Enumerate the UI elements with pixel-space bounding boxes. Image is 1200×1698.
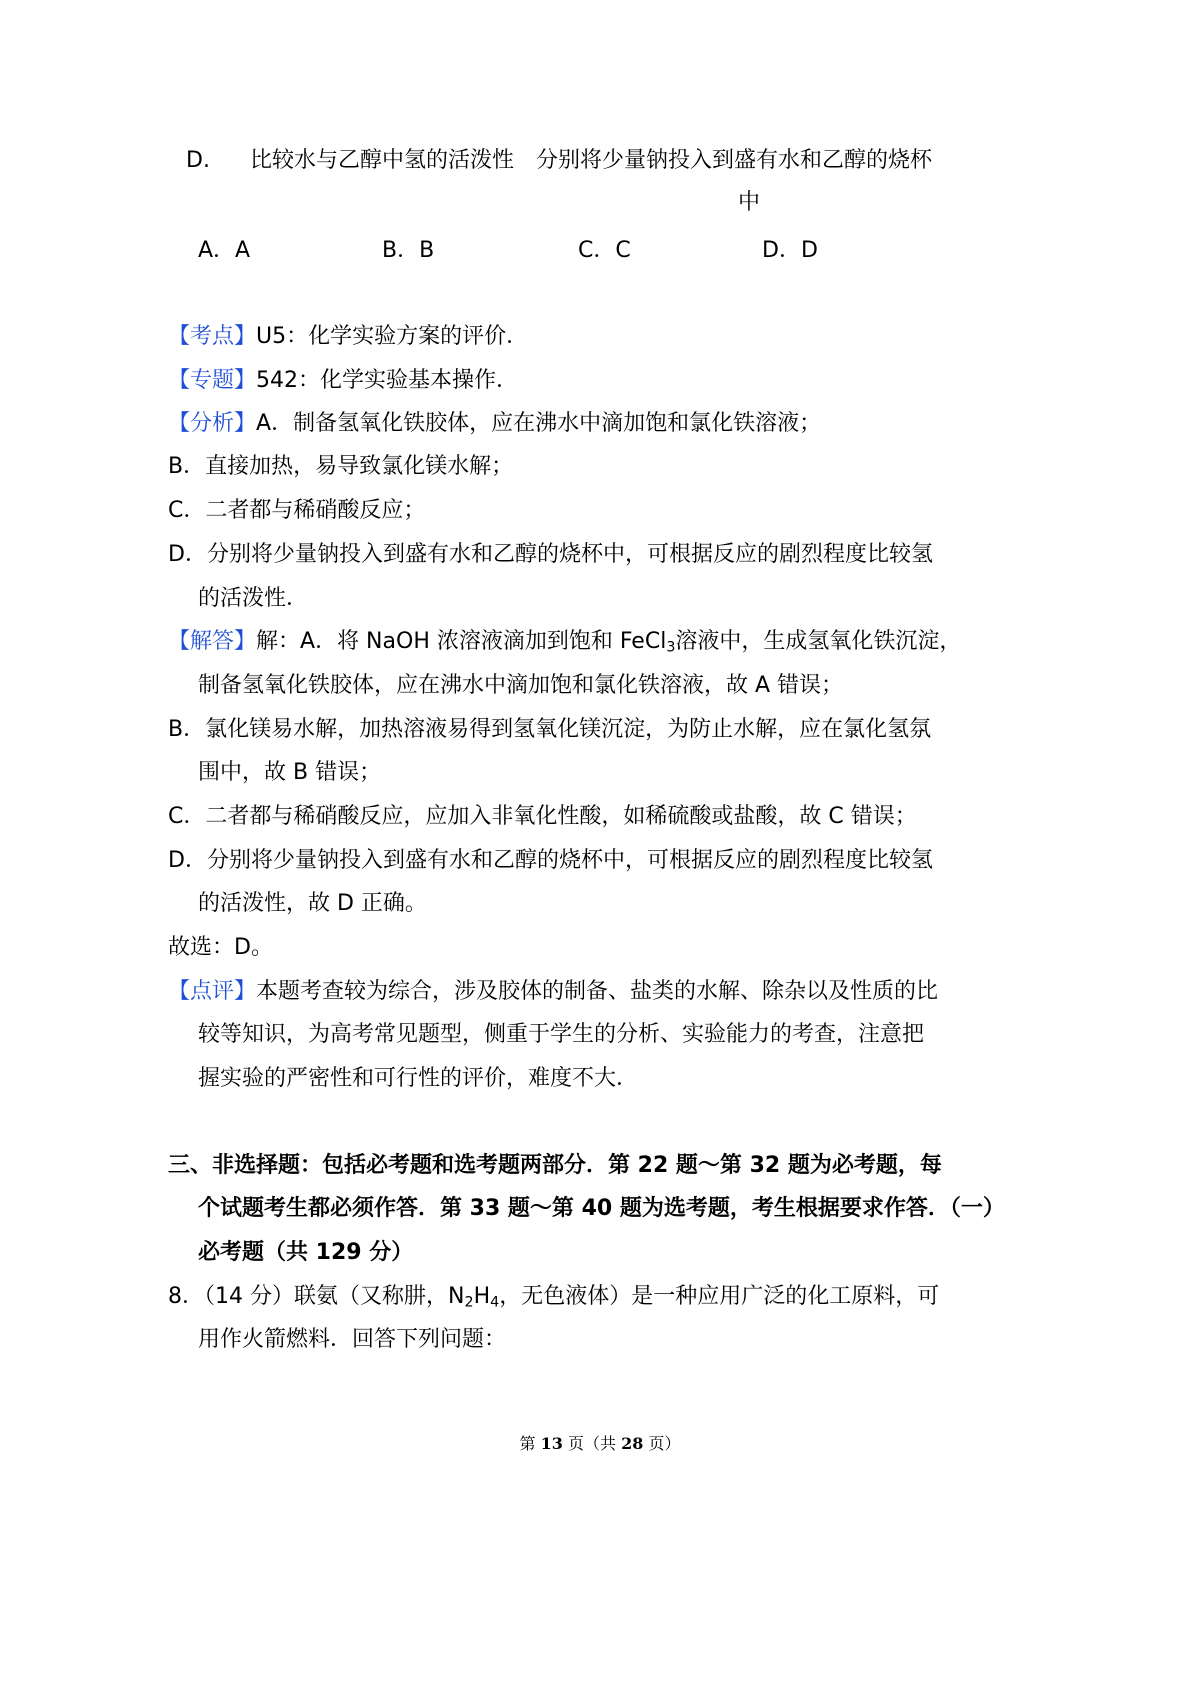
footer-mid: 页（共 [562,1434,622,1453]
jieda-a1-post: 溶液中，生成氢氧化铁沉淀， [675,629,962,654]
q8-pre: 8．（14 分）联氨（又称肼，N [168,1284,465,1309]
fenxi-a: A．制备氢氧化铁胶体，应在沸水中滴加饱和氯化铁溶液； [256,411,822,436]
footer-post: 页） [643,1434,681,1453]
fenxi-line-a [168,413,821,435]
q8-mid: H [473,1284,491,1309]
fenxi-b: B．直接加热，易导致氯化镁水解； [168,454,514,479]
kaodian-line [168,326,528,348]
fenxi-d2: 的活泼性． [198,586,309,611]
footer-pre: 第 [519,1434,541,1453]
jieda-d1: D．分别将少量钠投入到盛有水和乙醇的烧杯中，可根据反应的剧烈程度比较氢 [168,848,933,873]
jieda-a2: 制备氢氧化铁胶体，应在沸水中滴加饱和氯化铁溶液，故 A 错误； [198,673,844,698]
q8-line2: 用作火箭燃料．回答下列问题： [198,1327,507,1352]
jieda-c: C．二者都与稀硝酸反应，应加入非氧化性酸，如稀硫酸或盐酸，故 C 错误； [168,804,917,829]
dianping-l1: 本题考查较为综合，涉及胶体的制备、盐类的水解、除杂以及性质的比 [256,979,939,1004]
dianping-tag: 【点评】 [168,979,257,1004]
footer-total-pages: 28 [621,1434,644,1453]
section3-line3: 必考题（共 129 分） [198,1240,414,1265]
section3-line2: 个试题考生都必须作答．第 33 题～第 40 题为选考题，考生根据要求作答．（一） [198,1196,1005,1221]
option-d-operation-line1: 分别将少量钠投入到盛有水和乙醇的烧杯 [536,148,933,173]
q8-sub-n: 2 [464,1294,474,1311]
kaodian-tag: 【考点】 [168,324,257,349]
q8-post: ，无色液体）是一种应用广泛的化工原料，可 [499,1284,940,1309]
jieda-b2: 围中，故 B 错误； [198,760,382,785]
section3-line1: 三、非选择题：包括必考题和选考题两部分．第 22 题～第 32 题为必考题，每 [168,1153,942,1178]
jieda-answer: 故选：D。 [168,935,273,960]
jieda-tag: 【解答】 [168,629,257,654]
jieda-a1-pre: 解：A．将 NaOH 浓溶液滴加到饱和 FeCl [256,629,667,654]
option-d-operation-line2: 中 [738,190,761,215]
footer-page-number: 13 [540,1434,563,1453]
jieda-b1: B．氯化镁易水解，加热溶液易得到氢氧化镁沉淀，为防止水解，应在氯化氢氛 [168,717,932,742]
choice-b: B．B [382,238,435,263]
choice-a: A．A [198,238,251,263]
zhuanti-line [168,370,518,392]
jieda-line-a1 [168,629,962,656]
choice-d: D．D [762,238,818,263]
dianping-line-1 [168,981,938,1003]
zhuanti-tag: 【专题】 [168,368,257,393]
dianping-l3: 握实验的严密性和可行性的评价，难度不大． [198,1066,639,1091]
q8-line1 [168,1284,940,1311]
fenxi-d1: D．分别将少量钠投入到盛有水和乙醇的烧杯中，可根据反应的剧烈程度比较氢 [168,542,933,567]
fenxi-c: C．二者都与稀硝酸反应； [168,498,426,523]
kaodian-text: U5：化学实验方案的评价． [256,324,529,349]
dianping-l2: 较等知识，为高考常见题型，侧重于学生的分析、实验能力的考查，注意把 [198,1022,925,1047]
zhuanti-text: 542：化学实验基本操作． [256,368,519,393]
page-footer [0,1436,1200,1452]
q8-sub-h: 4 [490,1294,500,1311]
jieda-a1-sub: 3 [666,639,676,656]
option-d-purpose: 比较水与乙醇中氢的活泼性 [250,148,515,173]
choice-c: C．C [578,238,631,263]
option-d-label: D. [186,148,210,173]
fenxi-tag: 【分析】 [168,411,257,436]
jieda-d2: 的活泼性，故 D 正确。 [198,891,427,916]
